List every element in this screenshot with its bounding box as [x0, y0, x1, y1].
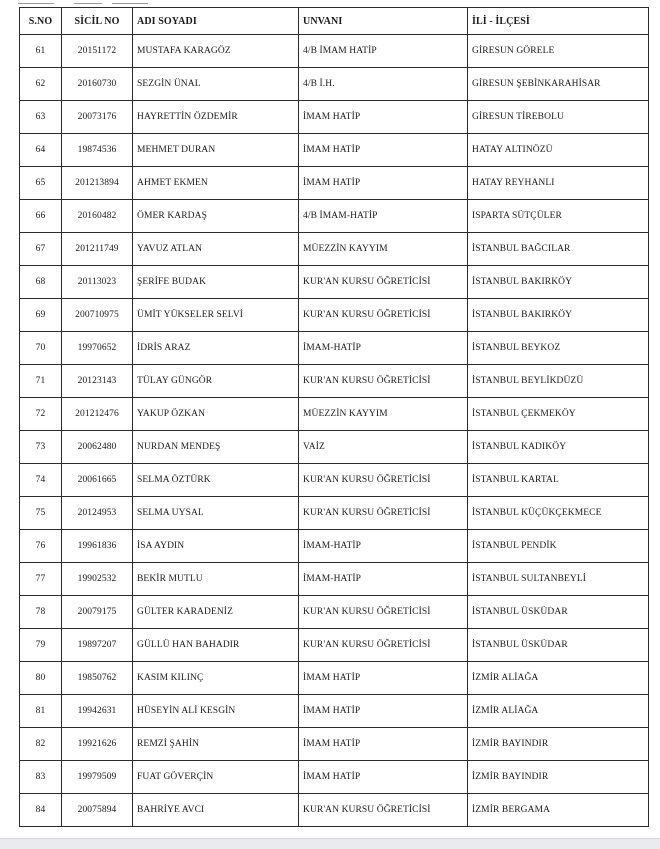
cell-unvani: KUR'AN KURSU ÖĞRETİCİSİ	[299, 365, 468, 398]
cell-sicil-no: 20113023	[62, 266, 133, 299]
cell-unvani: İMAM HATİP	[299, 695, 468, 728]
cell-adi-soyadi: MEHMET DURAN	[133, 134, 299, 167]
cell-sicil-no: 19897207	[62, 629, 133, 662]
cell-sno: 77	[20, 563, 62, 596]
cell-adi-soyadi: SELMA UYSAL	[133, 497, 299, 530]
header-unvani: UNVANI	[299, 8, 468, 35]
cell-sicil-no: 19850762	[62, 662, 133, 695]
cell-ili-ilcesi: İSTANBUL ÜSKÜDAR	[468, 629, 649, 662]
cell-ili-ilcesi: HATAY REYHANLI	[468, 167, 649, 200]
cell-adi-soyadi: MUSTAFA KARAGÖZ	[133, 35, 299, 68]
table-row	[20, 266, 649, 299]
cell-ili-ilcesi: İZMİR BERGAMA	[468, 794, 649, 827]
cell-sicil-no: 19921626	[62, 728, 133, 761]
cell-sicil-no: 201213894	[62, 167, 133, 200]
cell-sicil-no: 20075894	[62, 794, 133, 827]
table-header-row	[20, 8, 649, 35]
cell-sicil-no: 20160482	[62, 200, 133, 233]
table-row	[20, 695, 649, 728]
cell-adi-soyadi: İSA AYDIN	[133, 530, 299, 563]
cell-sno: 79	[20, 629, 62, 662]
table-row	[20, 431, 649, 464]
cell-sno: 66	[20, 200, 62, 233]
cell-sno: 69	[20, 299, 62, 332]
table-row	[20, 497, 649, 530]
cell-unvani: MÜEZZİN KAYYIM	[299, 233, 468, 266]
header-sicil-no: SİCİL NO	[62, 8, 133, 35]
table-row	[20, 299, 649, 332]
cell-sicil-no: 20062480	[62, 431, 133, 464]
cell-sicil-no: 201211749	[62, 233, 133, 266]
header-sno: S.NO	[20, 8, 62, 35]
table-row	[20, 101, 649, 134]
cell-sno: 70	[20, 332, 62, 365]
cell-ili-ilcesi: İSTANBUL ÜSKÜDAR	[468, 596, 649, 629]
cell-ili-ilcesi: İSTANBUL PENDİK	[468, 530, 649, 563]
table-row	[20, 200, 649, 233]
cell-adi-soyadi: GÜLLÜ HAN BAHADIR	[133, 629, 299, 662]
cell-unvani: KUR'AN KURSU ÖĞRETİCİSİ	[299, 596, 468, 629]
cell-ili-ilcesi: İSTANBUL BAKIRKÖY	[468, 266, 649, 299]
cell-sno: 71	[20, 365, 62, 398]
cell-unvani: KUR'AN KURSU ÖĞRETİCİSİ	[299, 299, 468, 332]
cell-sno: 78	[20, 596, 62, 629]
table-row	[20, 68, 649, 101]
cell-sno: 64	[20, 134, 62, 167]
cell-ili-ilcesi: İSTANBUL KÜÇÜKÇEKMECE	[468, 497, 649, 530]
cell-unvani: 4/B İMAM HATİP	[299, 35, 468, 68]
cell-sicil-no: 19942631	[62, 695, 133, 728]
cell-sno: 65	[20, 167, 62, 200]
header-ili-ilcesi: İLİ - İLÇESİ	[468, 8, 649, 35]
cell-adi-soyadi: FUAT GÖVERÇİN	[133, 761, 299, 794]
cell-sno: 81	[20, 695, 62, 728]
cell-sicil-no: 19970652	[62, 332, 133, 365]
cell-sno: 68	[20, 266, 62, 299]
cell-sicil-no: 19902532	[62, 563, 133, 596]
cell-adi-soyadi: BEKİR MUTLU	[133, 563, 299, 596]
viewer-bottom-bar	[0, 838, 660, 849]
cell-adi-soyadi: HAYRETTİN ÖZDEMİR	[133, 101, 299, 134]
table-row	[20, 761, 649, 794]
cell-adi-soyadi: ŞERİFE BUDAK	[133, 266, 299, 299]
cell-unvani: İMAM-HATİP	[299, 530, 468, 563]
cell-adi-soyadi: BAHRİYE AVCI	[133, 794, 299, 827]
cell-sicil-no: 20079175	[62, 596, 133, 629]
cell-sicil-no: 20124953	[62, 497, 133, 530]
table-row	[20, 728, 649, 761]
cell-ili-ilcesi: İSTANBUL BAĞCILAR	[468, 233, 649, 266]
cell-ili-ilcesi: İZMİR ALİAĞA	[468, 695, 649, 728]
table-row	[20, 398, 649, 431]
cell-sicil-no: 20160730	[62, 68, 133, 101]
cell-adi-soyadi: SEZGİN ÜNAL	[133, 68, 299, 101]
table-row	[20, 794, 649, 827]
cell-sicil-no: 20073176	[62, 101, 133, 134]
table-row	[20, 662, 649, 695]
cell-adi-soyadi: TÜLAY GÜNGÖR	[133, 365, 299, 398]
cell-adi-soyadi: AHMET EKMEN	[133, 167, 299, 200]
table-row	[20, 563, 649, 596]
cell-adi-soyadi: HÜSEYİN ALİ KESGİN	[133, 695, 299, 728]
cell-sno: 63	[20, 101, 62, 134]
cell-sno: 67	[20, 233, 62, 266]
cell-unvani: KUR'AN KURSU ÖĞRETİCİSİ	[299, 266, 468, 299]
cell-sicil-no: 19874536	[62, 134, 133, 167]
previous-page-edge	[0, 0, 660, 7]
cell-ili-ilcesi: GİRESUN TİREBOLU	[468, 101, 649, 134]
cell-ili-ilcesi: İSTANBUL BAKIRKÖY	[468, 299, 649, 332]
cell-sicil-no: 19961836	[62, 530, 133, 563]
cell-adi-soyadi: KASIM KILINÇ	[133, 662, 299, 695]
cell-sno: 82	[20, 728, 62, 761]
cell-ili-ilcesi: İSTANBUL ÇEKMEKÖY	[468, 398, 649, 431]
cell-sicil-no: 19979509	[62, 761, 133, 794]
cell-unvani: KUR'AN KURSU ÖĞRETİCİSİ	[299, 497, 468, 530]
table-body	[20, 35, 649, 827]
table-row	[20, 464, 649, 497]
cell-sno: 61	[20, 35, 62, 68]
cell-unvani: 4/B İMAM-HATİP	[299, 200, 468, 233]
cell-adi-soyadi: GÜLTER KARADENİZ	[133, 596, 299, 629]
table-row	[20, 332, 649, 365]
cell-unvani: İMAM HATİP	[299, 134, 468, 167]
cell-adi-soyadi: NURDAN MENDEŞ	[133, 431, 299, 464]
cell-adi-soyadi: YAKUP ÖZKAN	[133, 398, 299, 431]
cell-unvani: 4/B İ.H.	[299, 68, 468, 101]
page-edge-mark	[18, 3, 54, 4]
cell-ili-ilcesi: GİRESUN GÖRELE	[468, 35, 649, 68]
cell-unvani: İMAM HATİP	[299, 728, 468, 761]
cell-ili-ilcesi: İSTANBUL SULTANBEYLİ	[468, 563, 649, 596]
cell-ili-ilcesi: İSTANBUL BEYLİKDÜZÜ	[468, 365, 649, 398]
cell-unvani: İMAM HATİP	[299, 761, 468, 794]
page-edge-mark	[74, 3, 102, 4]
personnel-table	[19, 7, 649, 827]
cell-sicil-no: 20151172	[62, 35, 133, 68]
cell-unvani: İMAM-HATİP	[299, 332, 468, 365]
table-row	[20, 233, 649, 266]
cell-unvani: İMAM-HATİP	[299, 563, 468, 596]
cell-unvani: KUR'AN KURSU ÖĞRETİCİSİ	[299, 464, 468, 497]
cell-ili-ilcesi: GİRESUN ŞEBİNKARAHİSAR	[468, 68, 649, 101]
cell-sicil-no: 200710975	[62, 299, 133, 332]
cell-unvani: İMAM HATİP	[299, 167, 468, 200]
cell-adi-soyadi: ÖMER KARDAŞ	[133, 200, 299, 233]
cell-sno: 74	[20, 464, 62, 497]
cell-sno: 76	[20, 530, 62, 563]
cell-unvani: KUR'AN KURSU ÖĞRETİCİSİ	[299, 794, 468, 827]
table-row	[20, 134, 649, 167]
cell-ili-ilcesi: HATAY ALTINÖZÜ	[468, 134, 649, 167]
table-row	[20, 35, 649, 68]
cell-sno: 80	[20, 662, 62, 695]
cell-sno: 83	[20, 761, 62, 794]
table-row	[20, 596, 649, 629]
cell-sno: 84	[20, 794, 62, 827]
cell-adi-soyadi: SELMA ÖZTÜRK	[133, 464, 299, 497]
cell-ili-ilcesi: İSTANBUL KARTAL	[468, 464, 649, 497]
cell-sno: 73	[20, 431, 62, 464]
cell-ili-ilcesi: İZMİR BAYINDIR	[468, 728, 649, 761]
cell-sno: 62	[20, 68, 62, 101]
table-row	[20, 629, 649, 662]
table-row	[20, 167, 649, 200]
cell-sicil-no: 20061665	[62, 464, 133, 497]
table-row	[20, 530, 649, 563]
header-adi-soyadi: ADI SOYADI	[133, 8, 299, 35]
table-row	[20, 365, 649, 398]
cell-ili-ilcesi: İZMİR ALİAĞA	[468, 662, 649, 695]
cell-adi-soyadi: YAVUZ ATLAN	[133, 233, 299, 266]
cell-adi-soyadi: İDRİS ARAZ	[133, 332, 299, 365]
cell-unvani: KUR'AN KURSU ÖĞRETİCİSİ	[299, 629, 468, 662]
cell-adi-soyadi: REMZİ ŞAHİN	[133, 728, 299, 761]
cell-sno: 75	[20, 497, 62, 530]
cell-ili-ilcesi: İSTANBUL BEYKOZ	[468, 332, 649, 365]
cell-sno: 72	[20, 398, 62, 431]
cell-unvani: İMAM HATİP	[299, 101, 468, 134]
cell-unvani: VAİZ	[299, 431, 468, 464]
page-edge-mark	[112, 3, 148, 4]
cell-unvani: MÜEZZİN KAYYIM	[299, 398, 468, 431]
cell-adi-soyadi: ÜMİT YÜKSELER SELVİ	[133, 299, 299, 332]
cell-sicil-no: 20123143	[62, 365, 133, 398]
cell-ili-ilcesi: İSTANBUL KADIKÖY	[468, 431, 649, 464]
cell-sicil-no: 201212476	[62, 398, 133, 431]
cell-unvani: İMAM HATİP	[299, 662, 468, 695]
cell-ili-ilcesi: ISPARTA SÜTÇÜLER	[468, 200, 649, 233]
cell-ili-ilcesi: İZMİR BAYINDIR	[468, 761, 649, 794]
